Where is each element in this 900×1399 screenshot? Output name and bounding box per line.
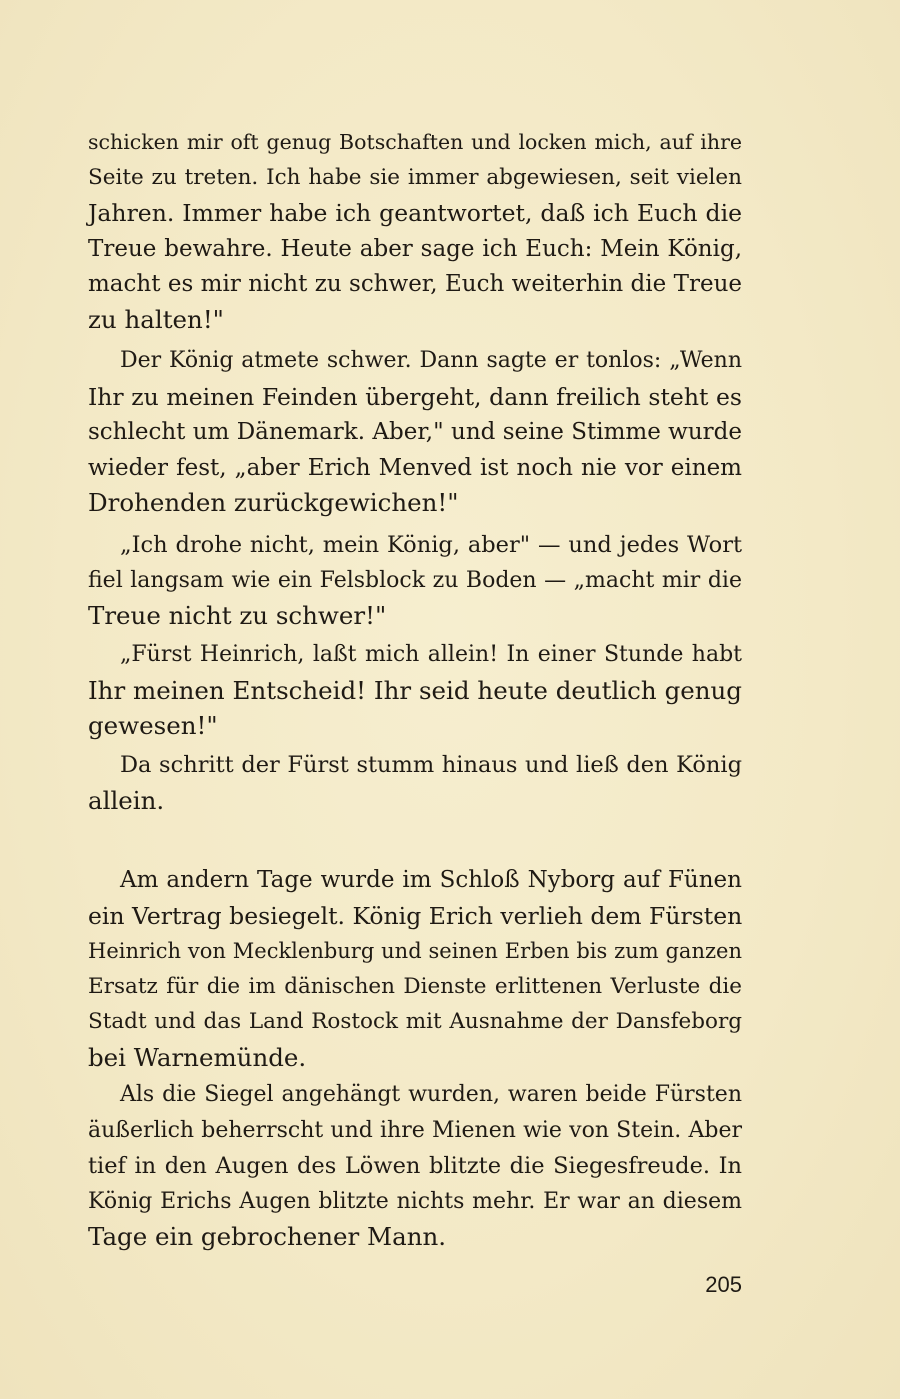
text-line: schlecht um Dänemark. Aber," und seine Stimme wurde — [88, 419, 742, 445]
text-line: fiel langsam wie ein Felsblock zu Boden — „macht mir die — [88, 567, 742, 593]
text-line: Tage ein gebrochener Mann. — [88, 1222, 447, 1251]
text-line: macht es mir nicht zu schwer, Euch weiterhin die Treue — [88, 271, 742, 297]
text-line: tief in den Augen des Löwen blitzte die Siegesfreude. In — [88, 1153, 742, 1179]
text-line: wieder fest, „aber Erich Menved ist noch nie vor einem — [88, 454, 742, 481]
text-line: Ihr meinen Entscheid! Ihr seid heute deutlich genug — [88, 675, 742, 705]
text-line: Ersatz für die im dänischen Dienste erlittenen Verluste die — [88, 973, 742, 999]
page-number: 205 — [705, 1272, 742, 1297]
text-line: Am andern Tage wurde im Schloß Nyborg auf Fünen — [120, 867, 742, 893]
text-line: Drohenden zurückgewichen!" — [88, 488, 459, 517]
text-line: „Fürst Heinrich, laßt mich allein! In einer Stunde habt — [120, 642, 742, 667]
text-line: Treue nicht zu schwer!" — [88, 601, 387, 630]
text-line: Stadt und das Land Rostock mit Ausnahme der Dansfeborg — [88, 1009, 742, 1034]
text-line: Treue bewahre. Heute aber sage ich Euch: Mein König, — [88, 235, 742, 262]
text-line: schicken mir oft genug Botschaften und locken mich, auf ihre — [88, 130, 742, 154]
text-line: Der König atmete schwer. Dann sagte er tonlos: „Wenn — [120, 348, 742, 373]
text-line: ein Vertrag besiegelt. König Erich verlieh dem Fürsten — [88, 901, 743, 930]
text-line: König Erichs Augen blitzte nichts mehr. Er war an diesem — [88, 1188, 742, 1214]
text-line: allein. — [88, 785, 165, 815]
text-line: äußerlich beherrscht und ihre Mienen wie von Stein. Aber — [88, 1117, 742, 1143]
text-line: zu halten!" — [88, 304, 224, 334]
text-line: „Ich drohe nicht, mein König, aber" — und jedes Wort — [120, 532, 742, 558]
text-line: Jahren. Immer habe ich geantwortet, daß ich Euch die — [88, 199, 742, 227]
text-line: bei Warnemünde. — [88, 1042, 307, 1072]
text-line: Heinrich von Mecklenburg und seinen Erben bis zum ganzen — [88, 939, 742, 963]
text-line: Ihr zu meinen Feinden übergeht, dann freilich steht es — [88, 382, 742, 411]
text-line: Seite zu treten. Ich habe sie immer abgewiesen, seit vielen — [88, 164, 742, 190]
text-line: Da schritt der Fürst stumm hinaus und ließ den König — [120, 752, 742, 778]
text-line: Als die Siegel angehängt wurden, waren beide Fürsten — [120, 1082, 742, 1107]
text-line: gewesen!" — [88, 711, 218, 740]
